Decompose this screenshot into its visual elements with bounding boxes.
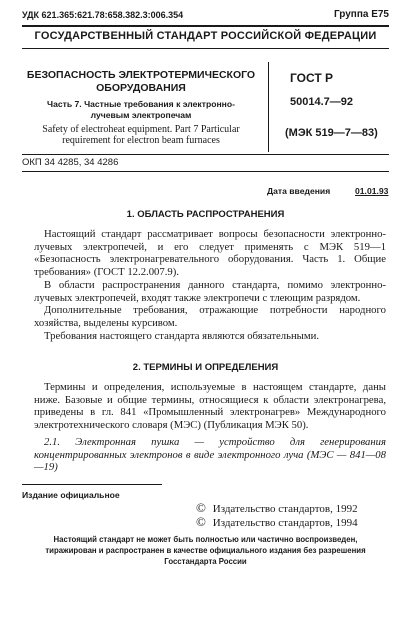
english-title-line-2: requirement for electron beam furnaces: [62, 135, 220, 146]
section-1-paragraph-4: Требования настоящего стандарта являются обязательными.: [44, 330, 320, 342]
copyright-1994: [196, 514, 358, 530]
section-2-paragraph-1: Термины и определения, используемые в настоящем стандарте, даны ниже. Базовые и общие термины, относящиеся к области электронагрева, приведены в гл. 841 «Промышленный электронагрев» Международного электротехнического словаря (МЭС) (Публикация МЭК 50).: [34, 381, 386, 431]
footnote-rule: [22, 484, 162, 485]
standard-banner: ГОСУДАРСТВЕННЫЙ СТАНДАРТ РОССИЙСКОЙ ФЕДЕРАЦИИ: [34, 30, 377, 42]
group-code: Группа Е75: [333, 9, 389, 20]
official-edition-label: Издание официальное: [22, 490, 120, 500]
gost-label: ГОСТ Р: [290, 71, 334, 85]
okp-rule: [22, 171, 389, 172]
section-1-paragraph-2: В области распространения данного стандарта, помимо электронно-лучевых электропечей, входят также электропечи с тлеющим разрядом.: [34, 279, 386, 304]
copyright-icon: ©: [196, 500, 206, 515]
section-1-heading: 1. ОБЛАСТЬ РАСПРОСТРАНЕНИЯ: [126, 209, 285, 220]
reproduction-notice-line-3: Госстандарта России: [164, 557, 247, 566]
part-title-line-1: Часть 7. Частные требования к электронно-: [47, 99, 235, 109]
intro-date-label: Дата введения: [267, 186, 331, 196]
english-title-line-1: Safety of electroheat equipment. Part 7 Particular: [42, 124, 240, 135]
copyright-icon: ©: [196, 514, 206, 529]
intro-date-value: 01.01.93: [355, 186, 389, 196]
iec-reference: (МЭК 519—7—83): [285, 127, 378, 139]
udk-code: УДК 621.365:621.78:658.382.3:006.354: [22, 10, 184, 20]
reproduction-notice-line-2: тиражирован и распространен в качестве официального издания без разрешения: [45, 546, 366, 555]
copyright-1992-text: Издательство стандартов, 1992: [212, 503, 358, 515]
okp-codes: ОКП 34 4285, 34 4286: [22, 157, 119, 168]
title-line-2: ОБОРУДОВАНИЯ: [96, 82, 186, 94]
copyright-1994-text: Издательство стандартов, 1994: [212, 517, 358, 529]
section-2-heading: 2. ТЕРМИНЫ И ОПРЕДЕЛЕНИЯ: [132, 362, 279, 373]
title-block-divider: [268, 62, 269, 152]
title-block-rule: [22, 154, 389, 155]
section-1-paragraph-1: Настоящий стандарт рассматривает вопросы безопасности электронно-лучевых электропечей, и его следует применять с МЭК 519—1 «Безопасность электронагревательного оборудования. Часть 1. Общие требования» (ГОСТ 12.2.007.9).: [34, 228, 386, 278]
gost-number: 50014.7—92: [290, 96, 353, 108]
banner-rule: [22, 48, 389, 49]
section-2-definition-2-1: 2.1. Электронная пушка — устройство для генерирования концентрированных электронов в виде электронного луча (МЭС — 841—08—19): [34, 436, 386, 474]
part-title-line-2: лучевым электропечам: [90, 110, 192, 120]
title-line-1: БЕЗОПАСНОСТЬ ЭЛЕКТРОТЕРМИЧЕСКОГО: [26, 69, 256, 81]
top-rule: [22, 25, 389, 27]
reproduction-notice-line-1: Настоящий стандарт не может быть полностью или частично воспроизведен,: [53, 535, 358, 544]
section-1-paragraph-3: Дополнительные требования, отражающие потребности народного хозяйства, выделены курсивом.: [34, 304, 386, 329]
